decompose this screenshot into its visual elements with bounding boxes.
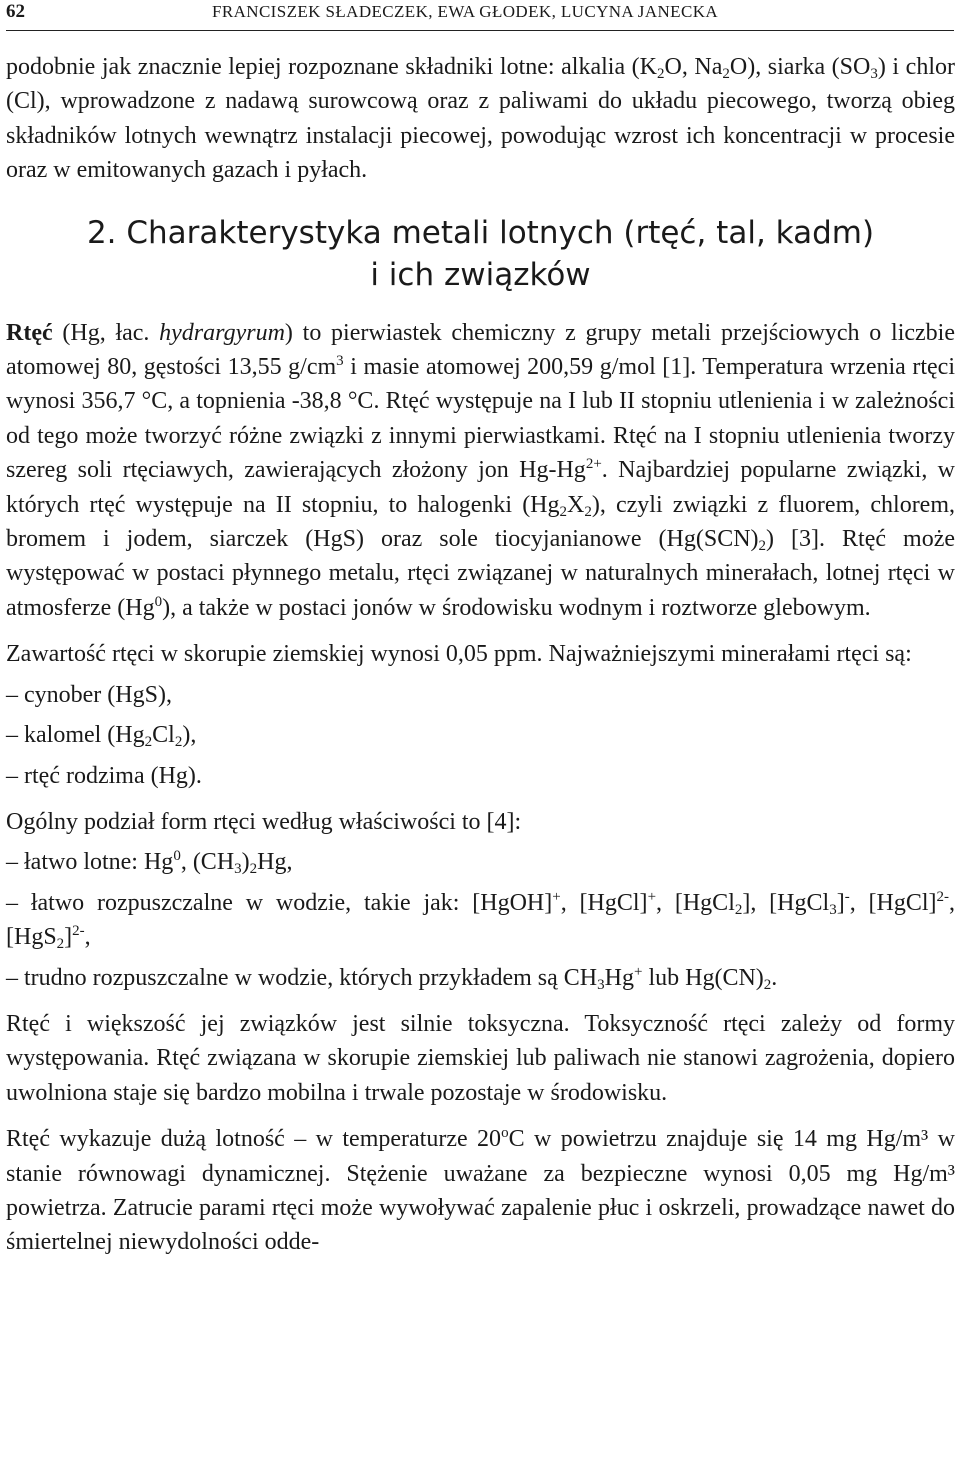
mercury-paragraph: Rtęć (Hg, łac. hydrargyrum) to pierwiastek chemiczny z grupy metali przejściowych o liczbie atomowej 80, gęstości 13,55 $g/cm^3$ i masie atomowej 200,59 g/mol [1]. Temperatura wrzenia rtęci wynosi 356,7 °C, a topnienia -38,8 °C. Rtęć występuje na I lub II stopniu utlenienia i w zależności od tego może tworzyć różne związki z innymi pierwiastkami. Rtęć na I stopniu utlenienia tworzy szereg soli rtęciawych, zawierających złożony jon $Hg-Hg^{2+}$. Najbardziej popularne związki, w których rtęć występuje na II stopniu, to halogenki $(Hg_2X_2)$, czyli związki z fluorem, chlorem, bromem i jodem, siarczek (HgS) oraz sole tiocyjanianowe $(Hg(SCN)_2)$ [3]. Rtęć może występować w postaci płynnego metalu, rtęci związanej w naturalnych minerałach, lotnej rtęci w atmosferze (Hg$^0$), a także w postaci jonów w środowisku wodnym i roztworze glebowym. bbox=[6, 319, 956, 621]
toxicity-paragraph: Rtęć i większość jej związków jest silnie toksyczna. Toksyczność rtęci zależy od formy występowania. Rtęć związana w skorupie ziemskiej lub paliwach nie stanowi zagrożenia, dopiero uwolniona staje się bardzo mobilna i trwale pozostaje w środowisku. bbox=[6, 1010, 955, 1106]
volatility-paragraph: Rtęć wykazuje dużą lotność – w temperaturze 20$^o$C w powietrzu znajduje się 14 mg Hg/m³ w stanie równowagi dynamicznej. Stężenie uważane za bezpieczne wynosi 0,05 mg Hg/m³ powietrza. Zatrucie parami rtęci może wywoływać zapalenie płuc i oskrzeli, prowadzące nawet do śmiertelnej niewydolności odde- bbox=[6, 1125, 956, 1256]
list-item: – trudno rozpuszczalne w wodzie, których przykładem są $CH_3Hg^+$ lub $Hg(CN)_2$. bbox=[6, 963, 778, 993]
section-heading-line2: i ich związków bbox=[370, 256, 591, 293]
forms-intro-paragraph: Ogólny podział form rtęci według właściwości to [4]: bbox=[6, 808, 522, 835]
list-item: – cynober (HgS), bbox=[6, 681, 172, 708]
header-authors: FRANCISZEK SŁADECZEK, EWA GŁODEK, LUCYNA JANECKA bbox=[212, 2, 719, 21]
list-item: – łatwo rozpuszczalne w wodzie, takie jak: [HgOH]+, [HgCl]+, [HgCl$_2$], [HgCl$_3$]-, [HgCl]$^{2-}$, $[HgS_2]^{2-}$, bbox=[6, 888, 956, 953]
list-item: – łatwo lotne: Hg$^0$, $(CH_3)_2Hg$, bbox=[6, 848, 293, 878]
section-heading bbox=[6, 212, 955, 296]
page-number: 62 bbox=[6, 1, 25, 22]
running-header bbox=[6, 0, 954, 31]
list-item: – kalomel $(Hg_2Cl_2)$, bbox=[6, 722, 197, 751]
minerals-intro-paragraph: Zawartość rtęci w skorupie ziemskiej wynosi 0,05 ppm. Najważniejszymi minerałami rtęci są: bbox=[6, 641, 912, 668]
section-heading-line1: 2. Charakterystyka metali lotnych (rtęć, tal, kadm) bbox=[86, 214, 875, 251]
body-text bbox=[6, 50, 955, 1260]
list-item: – rtęć rodzima (Hg). bbox=[6, 762, 202, 789]
intro-paragraph: podobnie jak znacznie lepiej rozpoznane składniki lotne: alkalia ($K_2O$, $Na_2O$), siarka $(SO_3)$ i chlor (Cl), wprowadzone z nadawą surowcową oraz z paliwami do układu piecowego, tworzą obieg składników lotnych wewnątrz instalacji piecowej, powodując wzrost ich koncentracji w procesie oraz w emitowanych gazach i pyłach. bbox=[6, 54, 955, 184]
